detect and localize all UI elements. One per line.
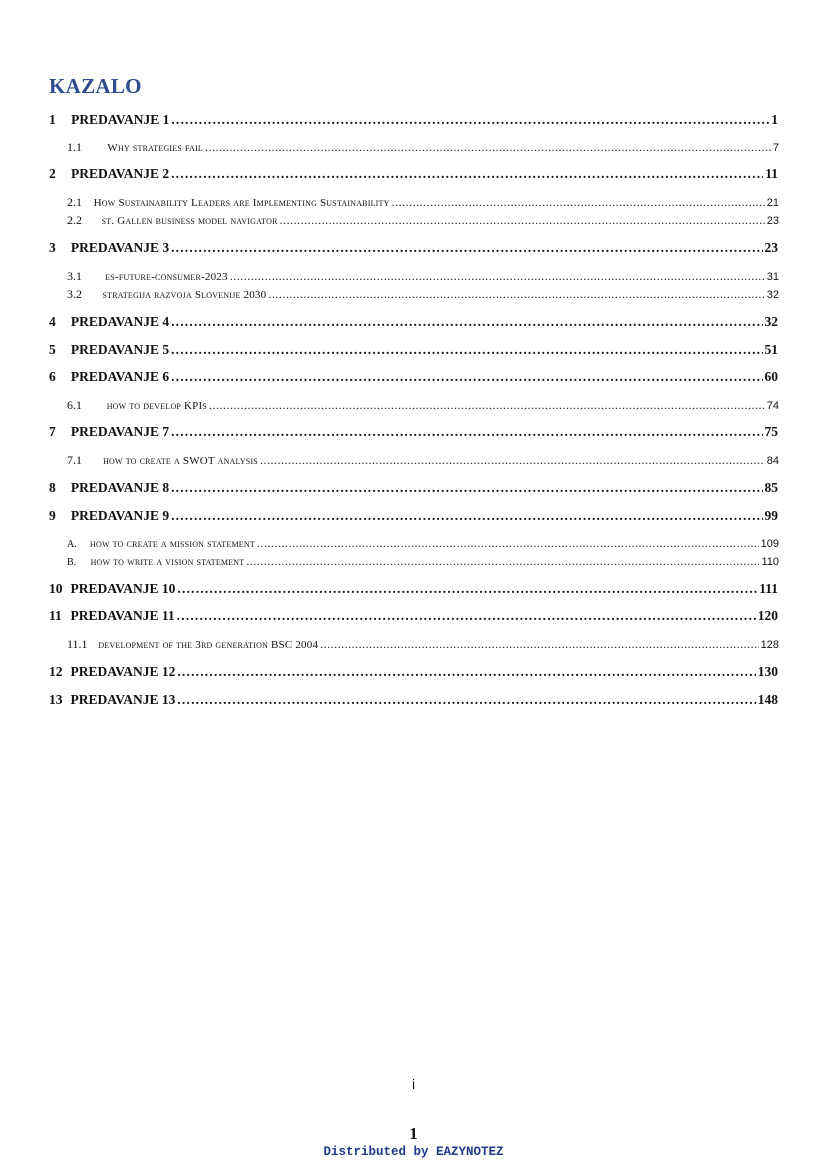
toc-entry-page: 148 [757, 692, 778, 707]
toc-entry-label: PREDAVANJE 8 [70, 480, 170, 495]
toc-entry-number: 8 [49, 480, 56, 495]
toc-entry[interactable] [0, 480, 778, 496]
toc-leader-dots [268, 287, 764, 302]
toc-entry-page: 85 [764, 480, 778, 495]
toc-entry-number: 4 [49, 314, 56, 329]
toc-leader-dots [171, 480, 762, 496]
toc-entry-page: 51 [764, 342, 778, 357]
toc-entry-page: 130 [757, 664, 778, 679]
toc-entry-page: 23 [764, 240, 778, 255]
toc-leader-dots [230, 269, 765, 284]
toc-entry[interactable] [0, 342, 778, 358]
toc-leader-dots [171, 314, 762, 330]
toc-entry-number: 2.1 [67, 195, 82, 209]
toc-entry-page: 21 [766, 197, 779, 209]
toc-entry-label: PREDAVANJE 4 [70, 314, 170, 329]
toc-entry-page: 32 [764, 314, 778, 329]
toc-entry-label: PREDAVANJE 1 [71, 112, 170, 127]
toc-entry[interactable] [0, 166, 778, 182]
toc-entry-label: PREDAVANJE 13 [70, 692, 176, 707]
toc-entry-label: how to create a mission statement [90, 538, 255, 550]
toc-entry-number: 12 [49, 664, 63, 679]
toc-entry[interactable] [0, 112, 778, 128]
toc-leader-dots [260, 453, 765, 468]
toc-entry-label: PREDAVANJE 2 [70, 166, 170, 181]
toc-leader-dots [171, 166, 763, 182]
toc-entry[interactable] [0, 240, 778, 256]
toc-leader-dots [246, 554, 759, 569]
toc-entry-page: 7 [772, 142, 779, 154]
toc-entry-label: PREDAVANJE 6 [70, 369, 170, 384]
toc-entry-page: 11 [765, 166, 778, 181]
toc-entry[interactable] [0, 424, 778, 440]
toc-entry[interactable] [0, 195, 779, 210]
toc-entry-label: PREDAVANJE 3 [70, 240, 170, 255]
toc-leader-dots [320, 637, 758, 652]
toc-leader-dots [209, 398, 765, 413]
toc-entry-number: 3.1 [67, 269, 82, 283]
toc-leader-dots [171, 342, 762, 358]
toc-leader-dots [177, 664, 755, 680]
toc-entry-number: 1 [49, 112, 56, 127]
toc-entry-page: 120 [757, 608, 778, 623]
toc-leader-dots [177, 692, 755, 708]
sheet-number: 1 [409, 1124, 418, 1143]
toc-entry-label: PREDAVANJE 12 [70, 664, 176, 679]
toc-leader-dots [177, 608, 756, 624]
toc-leader-dots [392, 195, 765, 210]
toc-title: KAZALO [49, 74, 142, 98]
toc-entry-number: 2.2 [67, 213, 82, 227]
toc-entry-number: 11 [49, 608, 62, 623]
toc-leader-dots [171, 508, 762, 524]
toc-entry-label: st. Gallen business model navigator [101, 215, 278, 227]
toc-entry-page: 110 [761, 556, 779, 568]
toc-entry-page: 32 [766, 289, 779, 301]
toc-entry-label: es-future-consumer-2023 [105, 271, 228, 283]
toc-entry-page: 84 [766, 455, 779, 467]
toc-entry-number: 3.2 [67, 287, 82, 301]
toc-entry-number: 11.1 [67, 637, 88, 651]
toc-entry-label: how to develop KPIs [106, 400, 207, 412]
toc-entry-page: 31 [766, 271, 779, 283]
toc-entry[interactable] [0, 140, 779, 155]
toc-entry-number: B. [67, 557, 77, 568]
toc-leader-dots [205, 140, 771, 155]
toc-entry[interactable] [0, 637, 779, 652]
toc-entry-label: Why strategies fail [107, 142, 203, 154]
toc-entry[interactable] [0, 508, 778, 524]
toc-leader-dots [171, 112, 769, 128]
toc-entry-number: 2 [49, 166, 56, 181]
toc-entry[interactable] [0, 692, 778, 708]
toc-entry[interactable] [0, 398, 779, 413]
toc-entry-number: A. [67, 539, 77, 550]
toc-entry[interactable] [0, 213, 779, 228]
toc-entry-number: 3 [49, 240, 56, 255]
toc-entry-number: 7.1 [67, 453, 82, 467]
toc-leader-dots [171, 424, 762, 440]
toc-entry[interactable] [0, 608, 778, 624]
toc-entry[interactable] [0, 369, 778, 385]
distribution-footer: Distributed by EAZYNOTEZ [323, 1145, 504, 1159]
page-numeral: i [411, 1076, 416, 1092]
toc-entry-label: how to create a SWOT analysis [103, 455, 258, 467]
toc-entry-page: 1 [771, 112, 778, 127]
toc-entry-label: PREDAVANJE 11 [70, 608, 175, 623]
toc-entry-number: 10 [49, 581, 63, 596]
toc-leader-dots [280, 213, 765, 228]
toc-entry-number: 9 [49, 508, 56, 523]
toc-leader-dots [171, 369, 762, 385]
toc-entry-page: 128 [760, 639, 779, 651]
toc-leader-dots [177, 581, 757, 597]
toc-entry-label: PREDAVANJE 7 [70, 424, 170, 439]
toc-entry-label: How Sustainability Leaders are Implementing Sustainability [93, 197, 390, 209]
toc-leader-dots [171, 240, 762, 256]
toc-entry-number: 13 [49, 692, 63, 707]
toc-leader-dots [257, 536, 759, 551]
toc-entry[interactable] [0, 453, 779, 468]
toc-entry[interactable] [0, 269, 779, 284]
toc-entry-page: 99 [764, 508, 778, 523]
toc-entry-number: 5 [49, 342, 56, 357]
toc-entry[interactable] [0, 554, 779, 569]
toc-entry[interactable] [0, 287, 779, 302]
toc-entry[interactable] [0, 536, 779, 551]
toc-entry-label: how to write a vision statement [90, 556, 245, 568]
toc-entry-page: 109 [760, 538, 779, 550]
toc-entry-label: development of the 3rd generation BSC 2004 [98, 639, 319, 651]
toc-entry[interactable] [0, 581, 778, 597]
toc-entry-page: 75 [764, 424, 778, 439]
toc-entry-label: PREDAVANJE 9 [70, 508, 170, 523]
toc-entry[interactable] [0, 314, 778, 330]
toc-entry-number: 7 [49, 424, 56, 439]
toc-entry[interactable] [0, 664, 778, 680]
toc-entry-number: 6.1 [67, 398, 82, 412]
toc-entry-number: 6 [49, 369, 56, 384]
toc-entry-page: 74 [766, 400, 779, 412]
toc-entry-page: 60 [764, 369, 778, 384]
toc-entry-page: 111 [759, 581, 778, 596]
toc-entry-page: 23 [766, 215, 779, 227]
toc-entry-label: PREDAVANJE 10 [70, 581, 176, 596]
toc-entry-number: 1.1 [67, 140, 82, 154]
toc-entry-label: PREDAVANJE 5 [70, 342, 170, 357]
toc-entry-label: strategija razvoja Slovenije 2030 [102, 289, 267, 301]
